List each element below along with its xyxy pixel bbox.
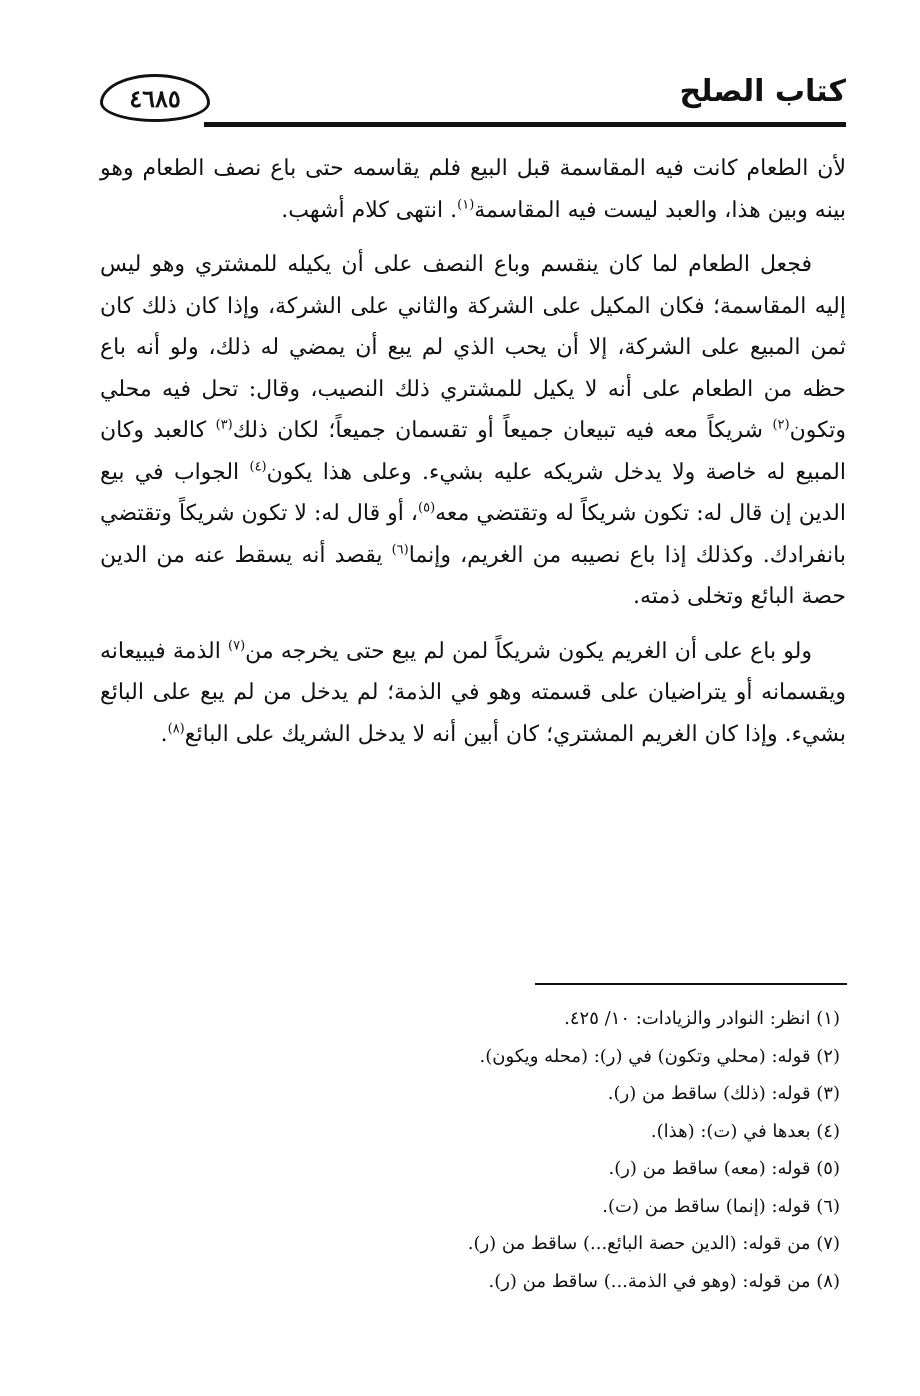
body-paragraph [100,631,846,756]
page-number-badge [100,74,210,122]
text-run: كالعبد وكان المبيع له خاصة ولا يدخل شريكه عليه بشيء. وعلى هذا يكون [100,418,846,485]
footnote-item: (١) انظر: النوادر والزيادات: ١٠/ ٤٢٥. [564,1008,840,1029]
body-paragraph [100,244,846,618]
text-run: الذمة فيبيعانه ويقسمانه أو يتراضيان على قسمته وهو في الذمة؛ لم يدخل من لم يبع على البائع بشيء. وإذا كان الغريم المشتري؛ كان أبين أنه لا يدخل الشريك على البائع [100,638,846,747]
footnote-item: (٤) بعدها في (ت): (هذا). [650,1120,840,1142]
footnote-item: (٧) من قوله: (الدين حصة البائع...) ساقط من (ر). [467,1233,840,1254]
header-rule [204,122,846,127]
footnote-item: (٨) من قوله: (وهو في الذمة...) ساقط من (ر). [488,1270,840,1292]
main-text [100,148,846,768]
text-run: يقصد أنه يسقط عنه من الدين حصة البائع وتخلى ذمته. [100,542,846,609]
footnote-item: (٦) قوله: (إنما) ساقط من (ت). [602,1195,840,1217]
text-run: . انتهى كلام أشهب. [281,197,458,223]
page-header [100,68,846,128]
text-run: شريكاً معه فيه تبيعان جميعاً أو تقسمان جميعاً؛ لكان ذلك [232,418,773,443]
footnote-item: (٢) قوله: (محلي وتكون) في (ر): (محله ويكون). [479,1045,840,1067]
running-title: كتاب الصلح [679,74,846,109]
text-run: لأن الطعام كانت فيه المقاسمة قبل البيع فلم يقاسمه حتى باع نصف الطعام وهو بينه وبين هذا، والعبد ليست فيه المقاسمة [100,156,846,223]
text-run: . [160,721,168,747]
footnote-marker: (١) [457,197,475,213]
footnote-separator [535,983,847,985]
footnote-marker: (٣) [215,417,233,433]
body-paragraph [100,148,846,231]
footnote-item: (٣) قوله: (ذلك) ساقط من (ر). [607,1083,840,1104]
text-run: ولو باع على أن الغريم يكون شريكاً لمن لم يبع حتى يخرجه من [245,638,812,664]
text-run: ، أو قال له: لا تكون شريكاً وتقتضي بانفرادك. وكذلك إذا باع نصيبه من الغريم، وإنما [100,501,846,568]
footnotes [100,1000,840,1300]
footnote-marker: (٨) [167,721,185,737]
text-run: فجعل الطعام لما كان ينقسم وباع النصف على أن يكيله للمشتري وهو ليس إليه المقاسمة؛ فكان المكيل على الشركة والثاني على الشركة، وإذا كان ذلك كان ثمن المبيع على الشركة، إلا أن يحب الذي لم يبع أن يمضي له ذلك، ولو أنه باع حظه من الطعام على أنه لا يكيل للمشتري ذلك النصيب، وقال: تحل فيه محلي وتكون [100,252,847,443]
text-run: الجواب في بيع الدين إن قال له: تكون شريكاً له وتقتضي معه [100,459,846,526]
page-number: ٤٦٨٥ [129,83,181,113]
footnote-item: (٥) قوله: (معه) ساقط من (ر). [608,1158,840,1179]
footnote-marker: (٥) [418,500,436,516]
footnote-marker: (٤) [249,459,267,475]
footnote-marker: (٢) [772,417,790,433]
footnote-marker: (٦) [391,542,409,558]
footnote-marker: (٧) [228,638,246,654]
